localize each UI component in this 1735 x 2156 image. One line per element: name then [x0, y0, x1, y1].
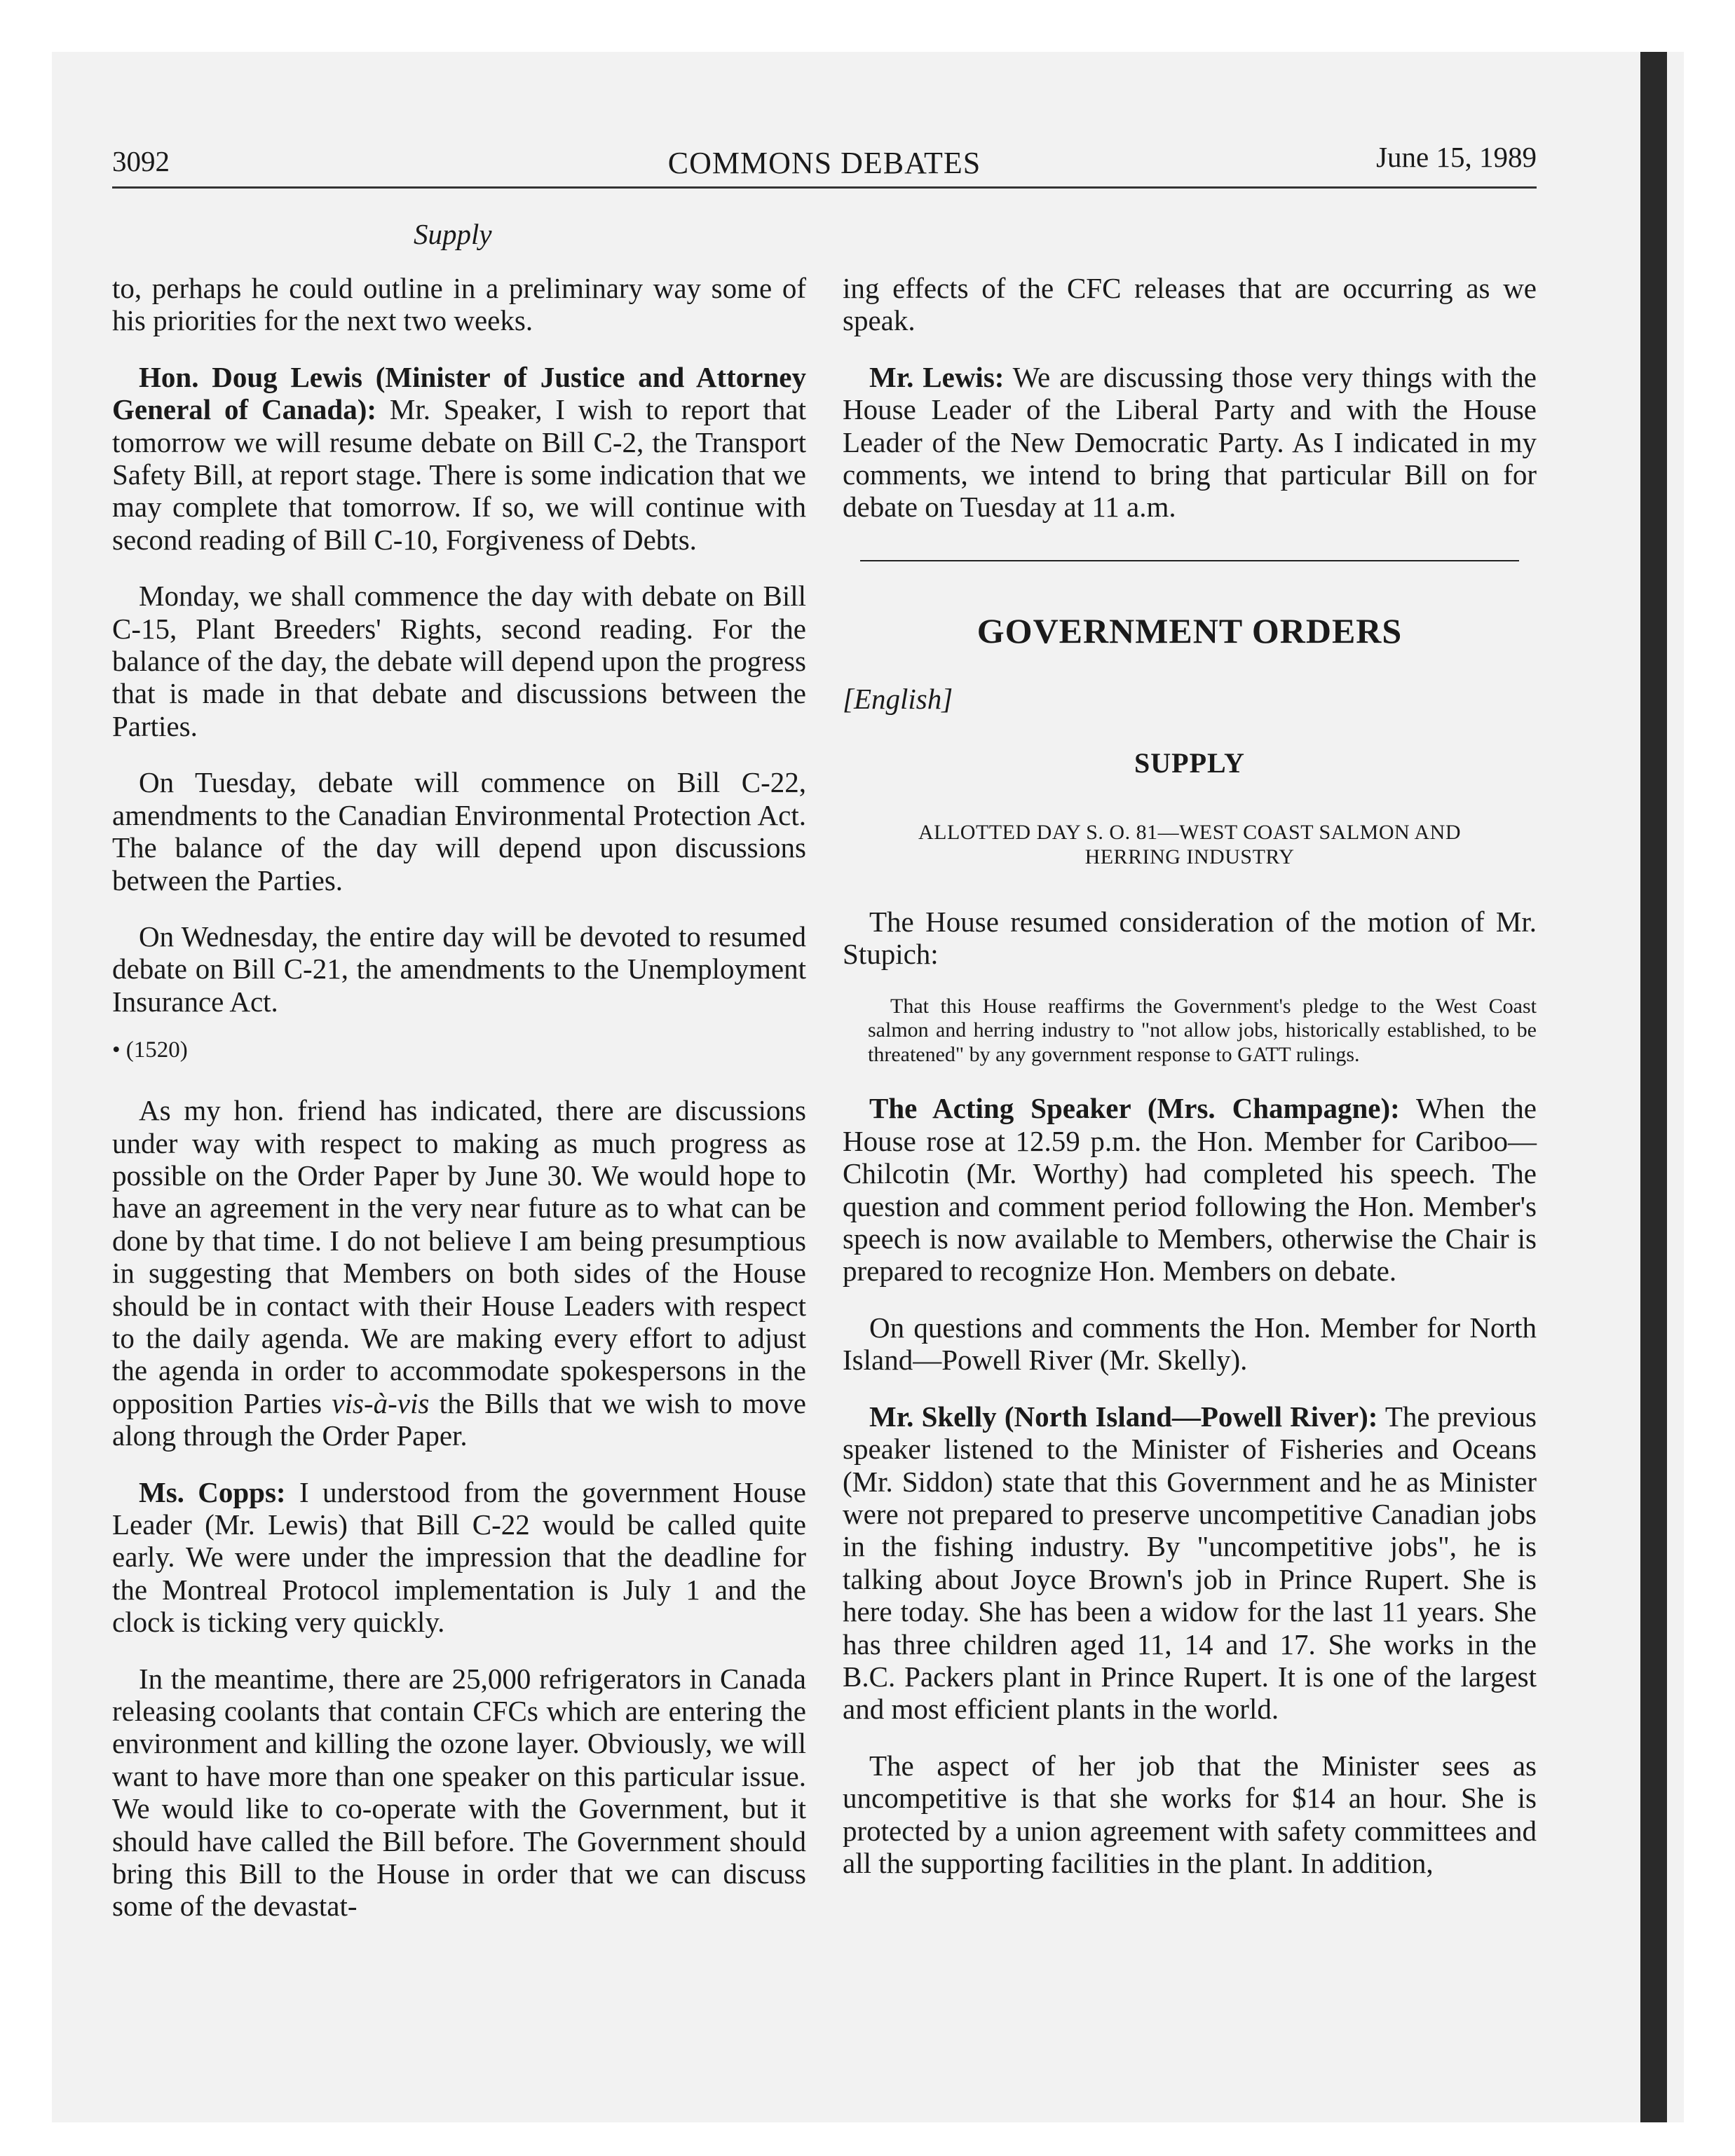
scan-edge-bar: [1640, 52, 1667, 2122]
paragraph-text: ing effects of the CFC releases that are occurring as we speak.: [843, 272, 1537, 337]
page-number: 3092: [112, 145, 170, 177]
paragraph-text: As my hon. friend has indicated, there are discussions under way with respect to making as much progress as possible on the Order Paper by June 30. We would hope to have an agreement in the very near future as to what can be done by that time. I do not believe I am being presumptious in suggesting that Members on both sides of the House should be in contact with their House Leaders with respect to the daily agenda. We are making every effort to adjust the agenda in order to accommodate spokespersons in the opposition Parties: [112, 1094, 806, 1419]
paragraph: [843, 906, 1537, 971]
italic-term: vis-à-vis: [332, 1386, 430, 1419]
section-divider: [860, 560, 1519, 561]
paragraph: [843, 1311, 1537, 1377]
paragraph-text: On Wednesday, the entire day will be devoted to resumed debate on Bill C-21, the amendments to the Unemployment Insurance Act.: [112, 920, 806, 1018]
speaker-name: Mr. Skelly (North Island—Powell River):: [869, 1400, 1378, 1433]
allotted-day-heading: [843, 820, 1537, 869]
allotted-day-line: ALLOTTED DAY S. O. 81—WEST COAST SALMON AND: [918, 820, 1462, 844]
running-head: Supply: [414, 218, 492, 250]
paragraph-text: I understood from the government House Leader (Mr. Lewis) that Bill C-22 would be called quite early. We were under the impression that the deadline for the Montreal Protocol implementation is July 1 and the clock is ticking very quickly.: [112, 1475, 807, 1639]
paragraph: [843, 1400, 1537, 1726]
speaker-name: Mr. Lewis:: [869, 360, 1005, 393]
time-marker: • (1520): [112, 1037, 188, 1063]
speaker-name: Ms. Copps:: [139, 1475, 286, 1508]
speaker-name: Hon. Doug Lewis (Minister of Justice and Attorney General of Canada):: [112, 360, 806, 426]
section-title: GOVERNMENT ORDERS: [977, 610, 1403, 650]
paragraph: [112, 766, 806, 896]
paragraph: [112, 1476, 806, 1639]
paragraph: [112, 920, 806, 1018]
left-column: [112, 272, 806, 1946]
paragraph: [843, 272, 1537, 337]
speaker-name: The Acting Speaker (Mrs. Champagne):: [869, 1092, 1400, 1125]
publication-date: June 15, 1989: [1376, 141, 1537, 173]
allotted-day-line: HERRING INDUSTRY: [1084, 845, 1295, 868]
paragraph: [112, 1663, 806, 1923]
paragraph: [112, 272, 806, 337]
paragraph-text: Mr. Speaker, I wish to report that tomorrow we will resume debate on Bill C-2, the Transport Safety Bill, at report stage. There is some indication that we may complete that tomorrow. If so, we will continue with second reading of Bill C-10, Forgiveness of Debts.: [112, 393, 807, 556]
publication-title: COMMONS DEBATES: [667, 146, 981, 180]
language-tag: [English]: [843, 682, 953, 715]
paragraph-text: the Bills that we wish to move along through the Order Paper.: [112, 1386, 806, 1452]
paragraph: [112, 580, 806, 742]
paragraph-text: The House resumed consideration of the motion of Mr. Stupich:: [843, 905, 1537, 971]
paragraph: [843, 361, 1537, 524]
paragraph-text: On questions and comments the Hon. Member for North Island—Powell River (Mr. Skelly).: [843, 1311, 1537, 1377]
paragraph: [112, 1094, 806, 1452]
paragraph-text: The previous speaker listened to the Minister of Fisheries and Oceans (Mr. Siddon) state that this Government and he as Minister were not prepared to preserve uncompetitive Canadian jobs in the fishing industry. By "uncompetitive jobs", he is talking about Joyce Brown's job in Prince Rupert. She is here today. She has been a widow for the last 11 years. She has three children aged 11, 14 and 17. She works in the B.C. Packers plant in Prince Rupert. It is one of the largest and most efficient plants in the world.: [843, 1400, 1537, 1726]
right-column: [843, 272, 1537, 1903]
motion-quote: That this House reaffirms the Government's pledge to the West Coast salmon and herring industry to "not allow jobs, historically established, to be threatened" by any government response to GATT rulings.: [868, 994, 1537, 1066]
paragraph: [843, 1749, 1537, 1880]
supply-heading: SUPPLY: [1134, 746, 1245, 779]
page-header: [112, 137, 1537, 189]
paragraph-text: In the meantime, there are 25,000 refrigerators in Canada releasing coolants that contain CFCs which are entering the environment and killing the ozone layer. Obviously, we will want to have more than one speaker on this particular issue. We would like to co-operate with the Government, but it should have called the Bill before. The Government should bring this Bill to the House in order that we can discuss some of the devastat-: [112, 1662, 806, 1923]
paragraph-text: We are discussing those very things with the House Leader of the Liberal Party and with the House Leader of the New Democratic Party. As I indicated in my comments, we intend to bring that particular Bill on for debate on Tuesday at 11 a.m.: [843, 360, 1537, 524]
paragraph-text: The aspect of her job that the Minister sees as uncompetitive is that she works for $14 an hour. She is protected by a union agreement with safety committees and all the supporting facilities in the plant. In addition,: [843, 1749, 1537, 1879]
paragraph: [112, 361, 806, 556]
paragraph: [843, 1092, 1537, 1287]
paragraph-text: When the House rose at 12.59 p.m. the Hon. Member for Cariboo—Chilcotin (Mr. Worthy) had completed his speech. The question and comment period following the Hon. Member's speech is now available to Members, otherwise the Chair is prepared to recognize Hon. Members on debate.: [843, 1092, 1537, 1288]
paragraph-text: On Tuesday, debate will commence on Bill C-22, amendments to the Canadian Environmental Protection Act. The balance of the day will depend upon discussions between the Parties.: [112, 766, 806, 896]
paragraph-text: to, perhaps he could outline in a preliminary way some of his priorities for the next two weeks.: [112, 272, 806, 337]
paragraph-text: Monday, we shall commence the day with debate on Bill C-15, Plant Breeders' Rights, second reading. For the balance of the day, the debate will depend upon the progress that is made in that debate and discussions between the Parties.: [112, 580, 806, 742]
